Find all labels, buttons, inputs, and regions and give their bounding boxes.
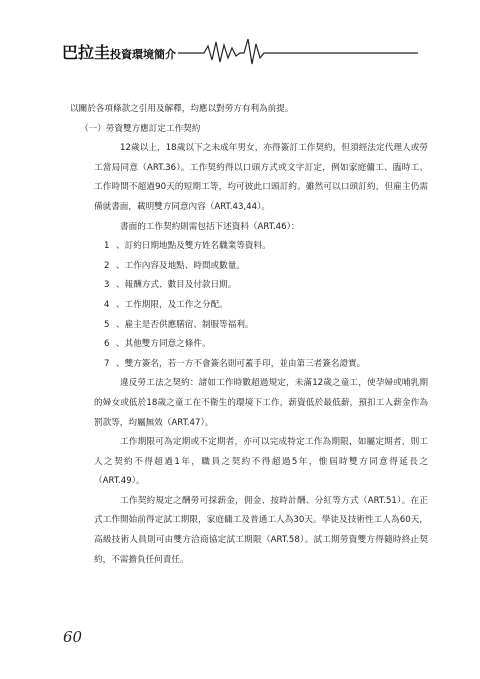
page-number: 60 (63, 628, 83, 646)
paragraph-minors-contract (70, 139, 428, 217)
list-item-number: 6 (104, 339, 110, 350)
header-title-sub: 投資環境簡介 (110, 48, 177, 61)
list-item-number: 1 (104, 241, 110, 252)
list-item-text: 、訂約日期地點及雙方姓名職業等資料。 (116, 241, 271, 252)
paragraph-written-contract-text: 書面的工作契約則需包括下述資料（ART.46）： (120, 221, 300, 232)
header-title-main: 巴拉圭 (62, 43, 111, 62)
list-item-text: 、雇主是否供應膳宿、制服等福利。 (116, 319, 254, 330)
list-item-number: 3 (104, 280, 110, 291)
header-title (62, 40, 176, 63)
list-item-number: 2 (104, 260, 110, 271)
list-item (70, 257, 428, 277)
paragraph-contract-term (70, 433, 428, 492)
intro-line: 以關於各項條款之引用及解釋，均應以對勞方有利為前提。 (70, 104, 294, 114)
paragraph-contract-term-text: 工作期限可為定期或不定期者，亦可以完成特定工作為期限，如屬定期者，則工人之契約不得超過1年，職員之契約不得超過5年，惟屆時雙方同意得延長之（ART.49）。 (94, 437, 428, 487)
list-item (70, 316, 428, 336)
paragraph-minors-contract-text: 12歲以上，18歲以下之未成年男女，亦得簽訂工作契約，但須經法定代理人或勞工當局同意（ART.36）。工作契約得以口頭方式或文字訂定，例如家庭傭工、臨時工、工作時間不超過90天的短期工等，均可彼此口頭訂約。雖然可以口頭訂約，但雇主仍需備就書面，載明雙方同意內容（ART.43,44）。 (94, 143, 428, 212)
paragraph-invalid-contracts-text: 違反勞工法之契約：諸如工作時數超過規定，未滿12歲之童工，使孕婦或哺乳期的婦女或低於18歲之童工在不衛生的環境下工作，薪資低於最低薪，預扣工人薪金作為罰款等，均屬無效（ART.47）。 (94, 378, 428, 428)
paragraph-remuneration (70, 492, 428, 570)
paragraph-invalid-contracts (70, 374, 428, 433)
list-item-number: 5 (104, 319, 110, 330)
requirements-list (70, 237, 428, 374)
section-heading: （一）勞資雙方應訂定工作契約 (80, 123, 201, 134)
list-item-text: 、工作期限，及工作之分配。 (116, 299, 228, 310)
list-item-number: 7 (104, 358, 110, 369)
list-item (70, 237, 428, 257)
document-body (70, 100, 428, 570)
list-item (70, 296, 428, 316)
list-item-text: 、工作內容及地點、時間或數量。 (116, 260, 245, 271)
paragraph-remuneration-text: 工作契約規定之酬勞可採薪金，佣金、按時計酬、分紅等方式（ART.51）。在正式工作開始前得定試工期限，家庭傭工及普通工人為30天。學徒及技術性工人為60天，高級技術人員則可由雙方洽商協定試工期限（ART.58）。試工期勞資雙方得隨時終止契約，不需擔負任何責任。 (94, 495, 428, 565)
list-item (70, 355, 428, 375)
list-item-text: 、其他雙方同意之條件。 (116, 339, 211, 350)
paragraph-written-contract (70, 218, 428, 238)
list-item-text: 、雙方簽名，若一方不會簽名則可蓋手印，並由第三者簽名證實。 (116, 358, 366, 369)
heartbeat-line-icon (178, 36, 418, 66)
list-item (70, 276, 428, 296)
list-item (70, 335, 428, 355)
list-item-text: 、報酬方式、數目及付款日期。 (116, 280, 237, 291)
page-header (62, 36, 422, 66)
list-item-number: 4 (104, 299, 110, 310)
